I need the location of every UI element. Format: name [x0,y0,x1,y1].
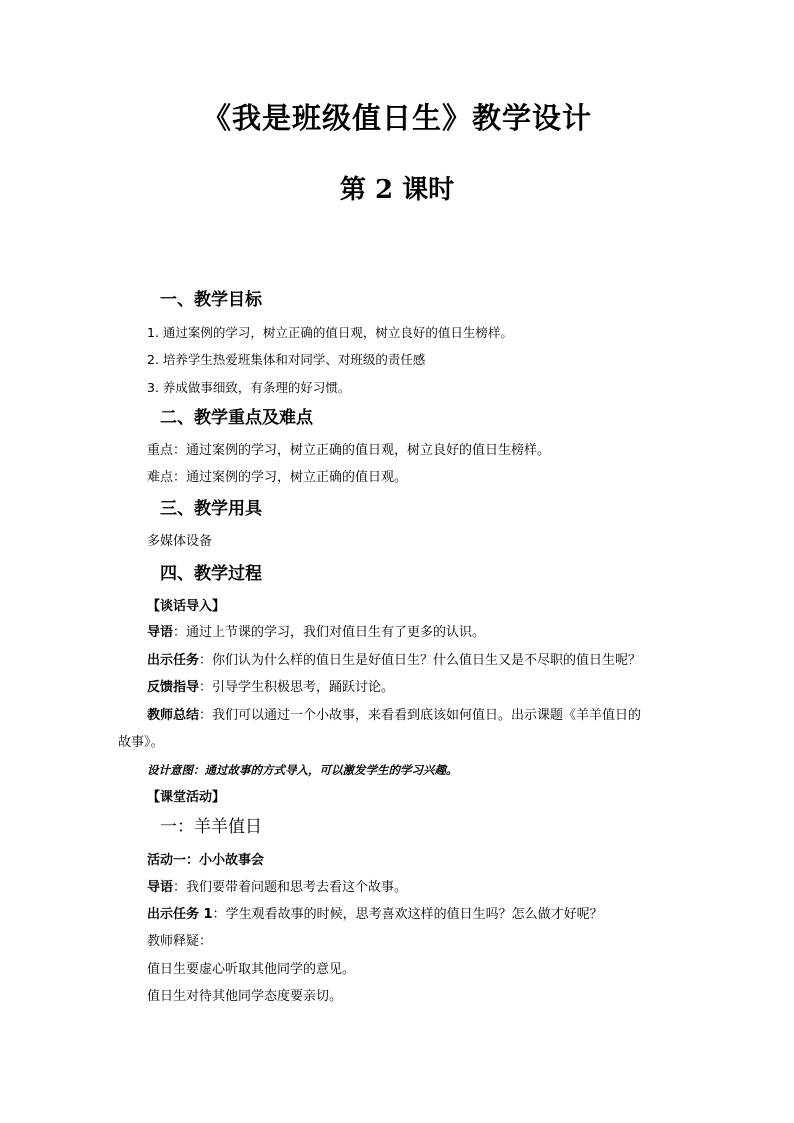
activity-one-label: 活动一：小小故事会 [147,853,265,868]
document-subtitle: 第 2 课时 [339,175,455,205]
task-text: ：你们认为什么样的值日生是好值日生？什么值日生又是不尽职的值日生呢？ [199,653,642,668]
intro2-line [147,878,407,898]
intro-label: 导语 [147,625,174,640]
intro2-label: 导语 [147,880,174,895]
part-label-activity: 【课堂活动】 [147,790,226,805]
objective-item-3: 3. 养成做事细致，有条理的好习惯。 [147,380,351,395]
intro2-text: ：我们要带着问题和思考去看这个故事。 [173,880,408,895]
section-heading-objectives: 一、教学目标 [160,290,262,310]
tools-text: 多媒体设备 [147,534,213,549]
intro-line [147,623,485,643]
task-label: 出示任务 [147,653,200,668]
task1-line [147,905,603,925]
section-heading-tools: 三、教学用具 [160,499,262,519]
difficulty-text: 难点：通过案例的学习，树立正确的值日观。 [147,470,408,485]
summary-text: ：我们可以通过一个小故事，来看看到底该如何值日。出示课题《羊羊值日的 [199,708,642,723]
part-label-intro: 【谈话导入】 [147,599,226,614]
summary-wrap-line: 故事》。 [118,735,164,750]
section-heading-process: 四、教学过程 [160,564,262,584]
summary-label: 教师总结 [147,708,200,723]
section-heading-key-points: 二、教学重点及难点 [160,408,313,428]
task1-text: ：学生观看故事的时候，思考喜欢这样的值日生吗？怎么做才好呢？ [212,907,603,922]
feedback-text: ：引导学生积极思考，踊跃讨论。 [199,680,395,695]
summary-line [147,706,641,726]
teacher-explain: 教师释疑： [147,934,213,949]
activity-label [147,851,264,871]
key-point-text: 重点：通过案例的学习，树立正确的值日观，树立良好的值日生榜样。 [147,443,551,458]
document-title: 《我是班级值日生》教学设计 [201,101,592,135]
feedback-label: 反馈指导 [147,680,200,695]
explain-point-2: 值日生对待其他同学态度要亲切。 [147,989,343,1004]
task-line [147,651,641,671]
task1-label: 出示任务 1 [147,907,213,922]
objective-item-1: 1. 通过案例的学习，树立正确的值日观，树立良好的值日生榜样。 [147,325,513,340]
sub-heading-yangyang: 一：羊羊值日 [160,817,262,837]
intro-text: ：通过上节课的学习，我们对值日生有了更多的认识。 [173,625,486,640]
feedback-line [147,678,394,698]
explain-point-1: 值日生要虚心听取其他同学的意见。 [147,962,356,977]
design-intent: 设计意图：通过故事的方式导入，可以激发学生的学习兴趣。 [147,763,458,777]
objective-item-2: 2. 培养学生热爱班集体和对同学、对班级的责任感 [147,352,426,367]
